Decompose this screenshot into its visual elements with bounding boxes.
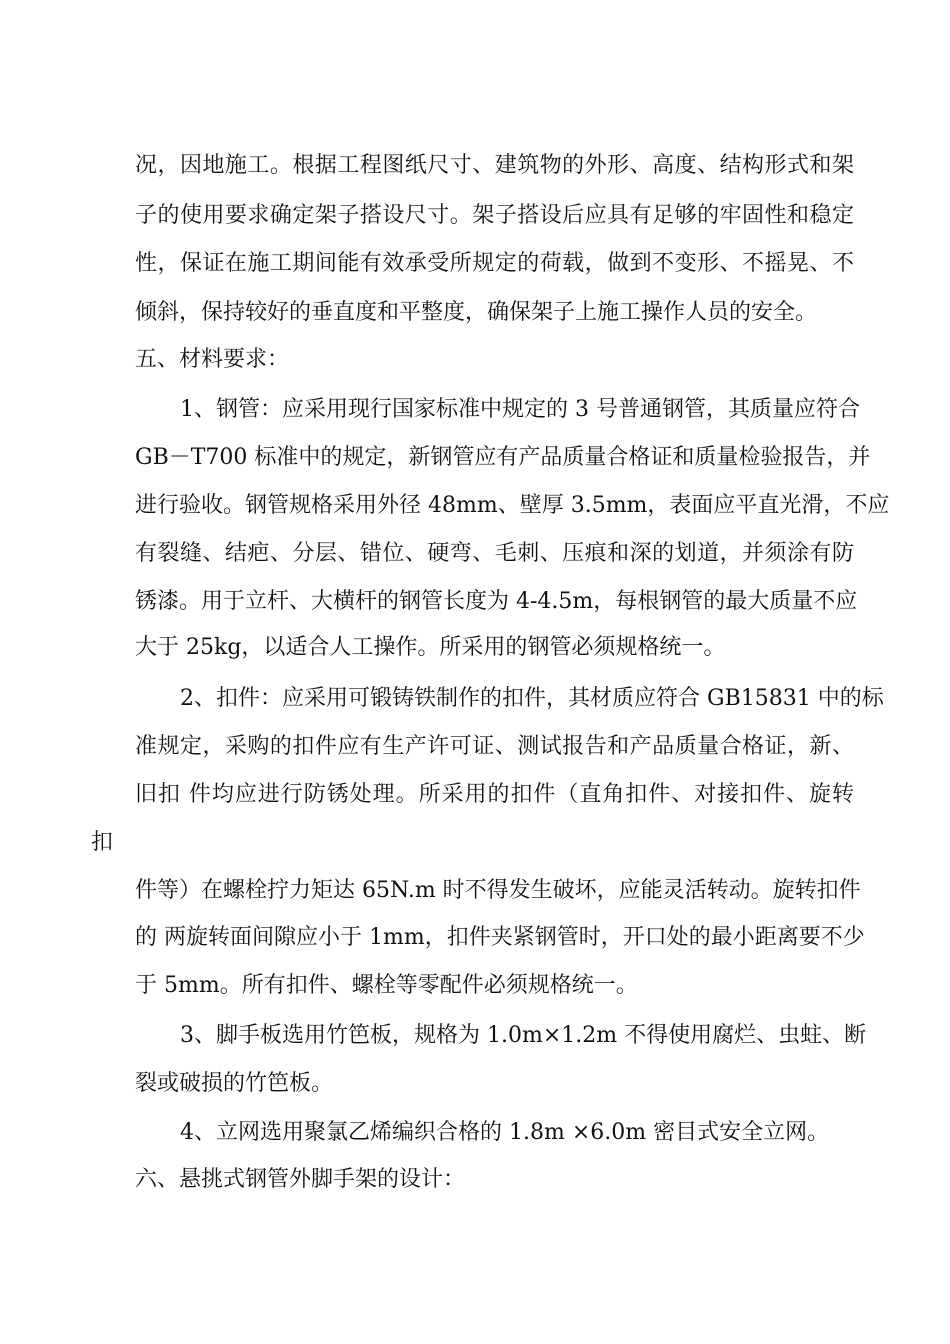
- paragraph-line: 有裂缝、结疤、分层、错位、硬弯、毛刺、压痕和深的划道，并须涂有防: [135, 541, 854, 566]
- paragraph-line: 大于 25kg，以适合人工操作。所采用的钢管必须规格统一。: [135, 635, 726, 660]
- section-heading: 六、悬挑式钢管外脚手架的设计：: [135, 1167, 466, 1192]
- paragraph-line: 进行验收。钢管规格采用外径 48mm、壁厚 3.5mm，表面应平直光滑，不应: [135, 493, 890, 518]
- paragraph-line: 倾斜，保持较好的垂直度和平整度，确保架子上施工操作人员的安全。: [135, 300, 818, 325]
- paragraph-line: 件等）在螺栓拧力矩达 65N.m 时不得发生破坏，应能灵活转动。旋转扣件: [135, 878, 861, 903]
- paragraph-line: 况，因地施工。根据工程图纸尺寸、建筑物的外形、高度、结构形式和架: [135, 153, 854, 178]
- paragraph-line: 1、钢管：应采用现行国家标准中规定的 3 号普通钢管，其质量应符合: [180, 397, 860, 422]
- paragraph-line: 扣: [91, 830, 114, 855]
- section-heading: 五、材料要求：: [135, 347, 290, 372]
- paragraph-line: 2、扣件：应采用可锻铸铁制作的扣件，其材质应符合 GB15831 中的标: [180, 686, 884, 711]
- paragraph-line: 性，保证在施工期间能有效承受所规定的荷载，做到不变形、不摇晃、不: [135, 251, 854, 276]
- paragraph-line: 3、脚手板选用竹笆板，规格为 1.0m×1.2m 不得使用腐烂、虫蛀、断: [180, 1023, 867, 1048]
- paragraph-line: 子的使用要求确定架子搭设尺寸。架子搭设后应具有足够的牢固性和稳定: [135, 203, 854, 228]
- paragraph-line: 旧扣 件均应进行防锈处理。所采用的扣件（直角扣件、对接扣件、旋转: [135, 782, 854, 807]
- paragraph-line: 锈漆。用于立杆、大横杆的钢管长度为 4-4.5m，每根钢管的最大质量不应: [135, 589, 858, 614]
- paragraph-line: 于 5mm。所有扣件、螺栓等零配件必须规格统一。: [135, 973, 638, 998]
- paragraph-line: 4、立网选用聚氯乙烯编织合格的 1.8m ×6.0m 密目式安全立网。: [180, 1120, 830, 1145]
- paragraph-line: 裂或破损的竹笆板。: [135, 1071, 334, 1096]
- paragraph-line: 准规定，采购的扣件应有生产许可证、测试报告和产品质量合格证，新、: [135, 734, 854, 759]
- paragraph-line: GB－T700 标准中的规定，新钢管应有产品质量合格证和质量检验报告，并: [135, 445, 871, 470]
- paragraph-line: 的 两旋转面间隙应小于 1mm，扣件夹紧钢管时，开口处的最小距离要不少: [135, 925, 865, 950]
